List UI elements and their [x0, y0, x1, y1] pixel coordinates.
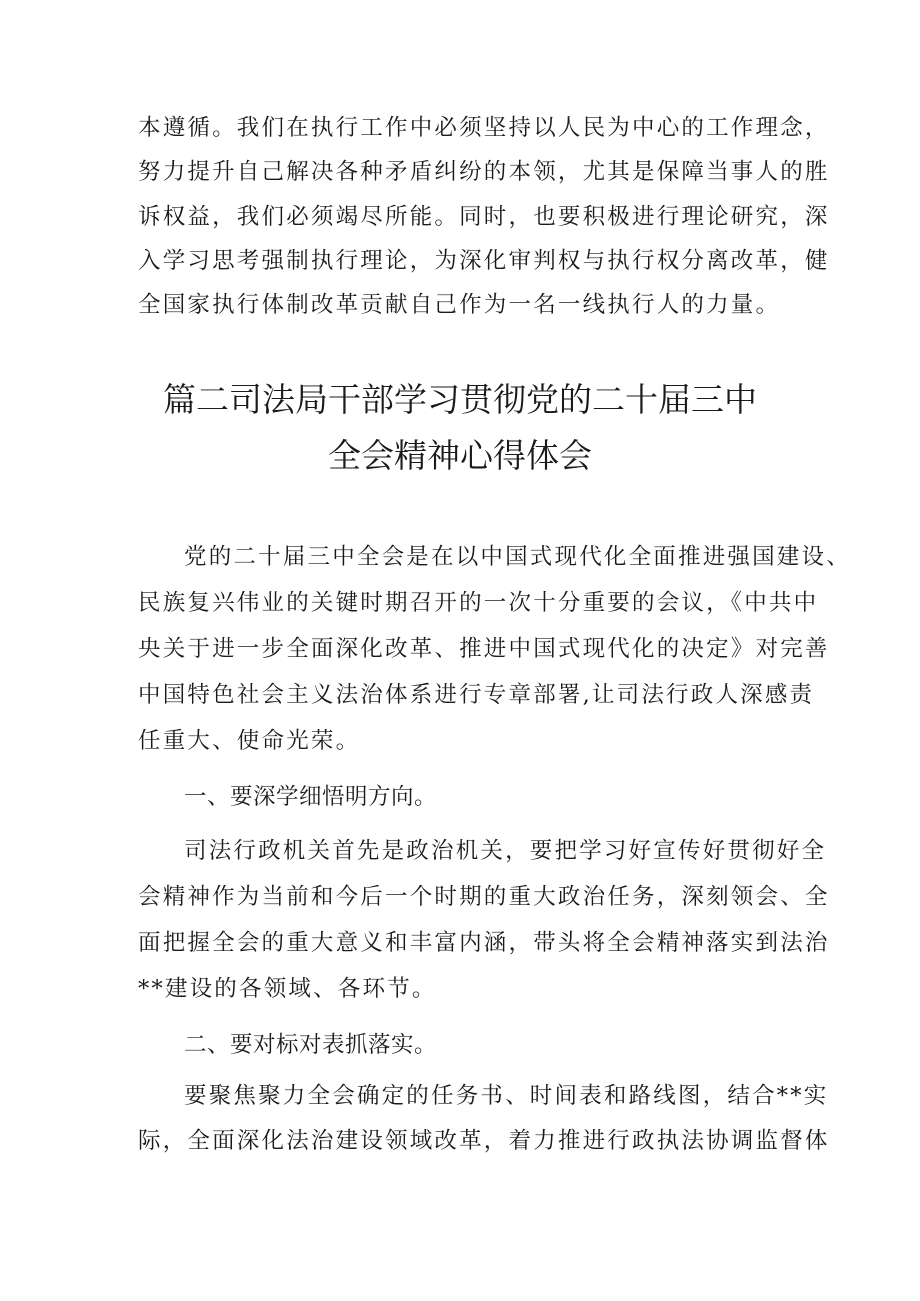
- paragraph-line: 诉权益，我们必须竭尽所能。同时，也要积极进行理论研究，深: [138, 204, 830, 230]
- paragraph-line: 全国家执行体制改革贡献自己作为一名一线执行人的力量。: [138, 292, 781, 318]
- section-heading-2: 二、要对标对表抓落实。: [184, 1032, 438, 1058]
- paragraph-line: 司法行政机关首先是政治机关，要把学习好宣传好贯彻好全: [184, 838, 827, 864]
- paragraph-line: 任重大、使命光荣。: [138, 728, 361, 754]
- paragraph-line: 要聚焦聚力全会确定的任务书、时间表和路线图，结合**实: [184, 1083, 829, 1109]
- section-heading-1: 一、要深学细悟明方向。: [184, 784, 438, 810]
- paragraph-line: 中国特色社会主义法治体系进行专章部署,让司法行政人深感责: [138, 682, 815, 708]
- paragraph-line: 努力提升自己解决各种矛盾纠纷的本领，尤其是保障当事人的胜: [138, 159, 830, 185]
- title-line: 全会精神心得体会: [328, 436, 592, 475]
- title-line: 篇二司法局干部学习贯彻党的二十届三中: [163, 380, 757, 419]
- paragraph-line: 入学习思考强制执行理论，为深化审判权与执行权分离改革，健: [138, 248, 830, 274]
- paragraph-line: 际，全面深化法治建设领域改革，着力推进行政执法协调监督体: [138, 1128, 830, 1154]
- paragraph-line: 面把握全会的重大意义和丰富内涵，带头将全会精神落实到法治: [138, 930, 830, 956]
- paragraph-line: **建设的各领域、各环节。: [138, 976, 437, 1002]
- paragraph-line: 民族复兴伟业的关键时期召开的一次十分重要的会议，《中共中: [138, 590, 819, 616]
- paragraph-line: 央关于进一步全面深化改革、推进中国式现代化的决定》对完善: [138, 636, 830, 662]
- paragraph-line: 会精神作为当前和今后一个时期的重大政治任务，深刻领会、全: [138, 884, 830, 910]
- paragraph-line: 本遵循。我们在执行工作中必须坚持以人民为中心的工作理念，: [138, 115, 830, 141]
- paragraph-line: 党的二十届三中全会是在以中国式现代化全面推进强国建设、: [184, 544, 851, 570]
